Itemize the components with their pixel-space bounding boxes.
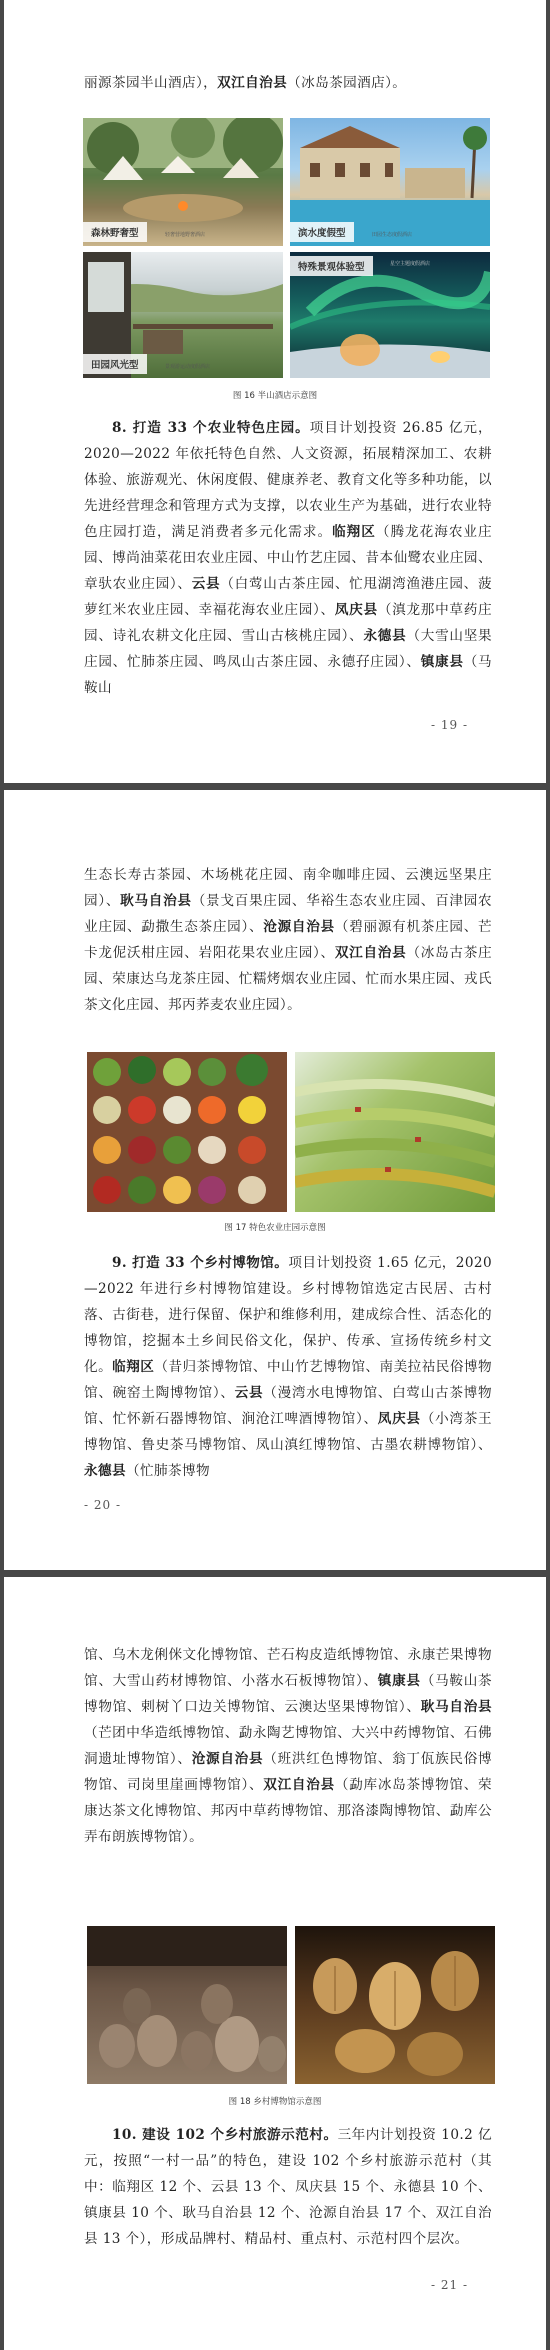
photo-label: 滨水度假型 xyxy=(290,222,354,242)
intro-paragraph xyxy=(84,70,492,96)
intro-text-end: （冰岛茶园酒店）。 xyxy=(287,75,407,91)
county-gengma: 耿马自治县 xyxy=(120,893,192,909)
photo-vegetables xyxy=(87,1052,287,1212)
photo-sublabel: 星空主题度假酒店 xyxy=(390,261,431,267)
gengma-list: （景戈百果庄园、华裕生态农业庄园、百津园农业庄园、勐撒生态茶庄园）、 xyxy=(84,893,493,935)
document-page-20 xyxy=(4,790,546,1570)
document-page-21 xyxy=(4,1577,546,2350)
cangyuan-list: （碧丽源有机茶庄园、芒卡龙伲沃柑庄园、岩阳花果农业庄园）、 xyxy=(84,919,493,961)
county-shuangjiang: 双江自治县 xyxy=(217,75,288,91)
county-linxiang: 临翔区 xyxy=(332,524,376,540)
photo-label: 森林野奢型 xyxy=(83,222,147,242)
continued-paragraph xyxy=(84,1642,492,1850)
section-10-paragraph xyxy=(84,2122,492,2252)
photo-label: 特殊景观体验型 xyxy=(290,256,373,276)
county-zhenkang: 镇康县 xyxy=(420,654,464,670)
photo-sublabel: 田园生态度假酒店 xyxy=(372,232,413,238)
county-fengqing: 凤庆县 xyxy=(377,1411,421,1427)
county-shuangjiang: 双江自治县 xyxy=(263,1777,335,1793)
figure-caption: 图 17 特色农业庄园示意图 xyxy=(224,1223,326,1233)
section-8-body: 项目计划投资 26.85 亿元，2020—2022 年依托特色自然、人文资源，拓展精深加工、农耕体验、旅游观光、休闲度假、健康养老、教育文化等多种功能，以先进经营理念和管理方式为支撑，以农业生产为基础，进行农业特色庄园打造，满足消费者多元化需求。 xyxy=(84,420,492,540)
section-10-body: 三年内计划投资 10.2 亿元，按照“一村一品”的特色，建设 102 个乡村旅游示范村（其中：临翔区 12 个、云县 13 个、凤庆县 15 个、永德县 10 个、镇康县 10 个、耿马自治县 12 个、沧源自治县 17 个、双江自治县 13 个），形成品牌村、精品村、重点村、示范村四个层次。 xyxy=(84,2127,492,2247)
cangyuan-list: （班洪红色博物馆、翁丁佤族民俗博物馆、司岗里崖画博物馆）、 xyxy=(84,1751,493,1793)
page-number: - 21 - xyxy=(430,2278,468,2292)
photo-bamboo-baskets xyxy=(295,1926,495,2084)
section-8-linxiang-list: （腾龙花海农业庄园、博尚油菜花田农业庄园、中山竹艺庄园、昔本仙鹭农业庄园、章驮农业庄园）、 xyxy=(84,524,492,592)
section-8-fengqing-list: （滇龙那中草药庄园、诗礼农耕文化庄园、雪山古核桃庄园）、 xyxy=(84,602,493,644)
photo-pottery xyxy=(87,1926,287,2084)
photo-pastoral xyxy=(83,252,283,378)
county-gengma: 耿马自治县 xyxy=(420,1699,492,1715)
manor-list-text: 生态长寿古茶园、木场桃花庄园、南伞咖啡庄园、云澳远坚果庄园）、 xyxy=(84,867,492,909)
county-yongde: 永德县 xyxy=(363,628,407,644)
figure-caption: 图 18 乡村博物馆示意图 xyxy=(228,2097,322,2107)
section-9-yunxian-list: （漫湾水电博物馆、白莺山古茶博物馆、忙怀新石器博物馆、涧沧江啤酒博物馆）、 xyxy=(84,1385,492,1427)
county-yunxian: 云县 xyxy=(191,576,221,592)
photo-label: 田园风光型 xyxy=(83,354,147,374)
photo-aurora-experience xyxy=(290,252,490,378)
photo-sublabel: 轻奢营地野奢酒店 xyxy=(165,232,206,238)
photo-waterside-resort xyxy=(290,118,490,246)
section-8-zhenkang-list: （马鞍山 xyxy=(84,654,492,696)
gengma-list: （芒团中华造纸博物馆、勐永陶艺博物馆、大兴中药博物馆、石佛洞遗址博物馆）、 xyxy=(84,1725,492,1767)
section-8-yongde-list: （大雪山坚果庄园、忙肺茶庄园、鸣凤山古茶庄园、永德孖庄园）、 xyxy=(84,628,493,670)
county-fengqing: 凤庆县 xyxy=(334,602,378,618)
county-yunxian: 云县 xyxy=(234,1385,264,1401)
section-9-linxiang-list: （昔归茶博物馆、中山竹艺博物馆、南美拉祜民俗博物馆、碗窑土陶博物馆）、 xyxy=(84,1359,492,1401)
county-zhenkang: 镇康县 xyxy=(377,1673,421,1689)
section-8-title: 8. 打造 33 个农业特色庄园。 xyxy=(112,420,310,436)
intro-text: 丽源茶园半山酒店）， xyxy=(84,75,218,91)
section-9-body: 项目计划投资 1.65 亿元，2020—2022 年进行乡村博物馆建设。乡村博物馆选定古民居、古村落、古街巷，进行保留、保护和维修利用，建成综合性、活态化的博物馆，挖掘本土乡间民俗文化，保护、传承、宣扬传统乡村文化。 xyxy=(84,1255,492,1375)
shuangjiang-list: （冰岛古茶庄园、荣康达乌龙茶庄园、忙糯烤烟农业庄园、忙而水果庄园、戎氏茶文化庄园、邦丙荞麦农业庄园）。 xyxy=(84,945,493,1013)
county-cangyuan: 沧源自治县 xyxy=(263,919,335,935)
county-shuangjiang: 双江自治县 xyxy=(334,945,407,961)
county-linxiang: 临翔区 xyxy=(112,1359,155,1375)
section-8-yunxian-list: （白莺山古茶庄园、忙甩湖湾渔港庄园、菠萝红米农业庄园、幸福花海农业庄园）、 xyxy=(84,576,492,618)
section-10-title: 10. 建设 102 个乡村旅游示范村。 xyxy=(112,2127,338,2143)
page-number: - 19 - xyxy=(430,718,468,732)
page-number: - 20 - xyxy=(84,1498,122,1512)
shuangjiang-list: （勐库冰岛茶博物馆、荣康达茶文化博物馆、邦丙中草药博物馆、那洛漆陶博物馆、勐库公弄布朗族博物馆）。 xyxy=(84,1777,493,1845)
zhenkang-list: （马鞍山茶博物馆、剌树丫口边关博物馆、云澳达坚果博物馆）、 xyxy=(84,1673,492,1715)
section-9-paragraph xyxy=(84,1250,492,1484)
continued-paragraph xyxy=(84,862,492,1018)
photo-sublabel: 景观游运动度假酒店 xyxy=(165,364,211,370)
photo-forest-glamping xyxy=(83,118,283,246)
section-9-fengqing-list: （小湾茶王博物馆、鲁史茶马博物馆、凤山滇红博物馆、古墨农耕博物馆）、 xyxy=(84,1411,492,1453)
section-9-yongde-list: （忙肺茶博物 xyxy=(125,1463,210,1479)
county-cangyuan: 沧源自治县 xyxy=(191,1751,264,1767)
county-yongde: 永德县 xyxy=(84,1463,126,1479)
museum-list-text: 馆、乌木龙俐侎文化博物馆、芒石构皮造纸博物馆、永康芒果博物馆、大雪山药材博物馆、小落水石板博物馆）、 xyxy=(84,1647,492,1689)
section-9-title: 9. 打造 33 个乡村博物馆。 xyxy=(112,1255,289,1271)
photo-terraced-fields xyxy=(295,1052,495,1212)
document-page-19 xyxy=(4,0,546,783)
figure-caption: 图 16 半山酒店示意图 xyxy=(232,391,318,401)
section-8-paragraph xyxy=(84,415,492,701)
